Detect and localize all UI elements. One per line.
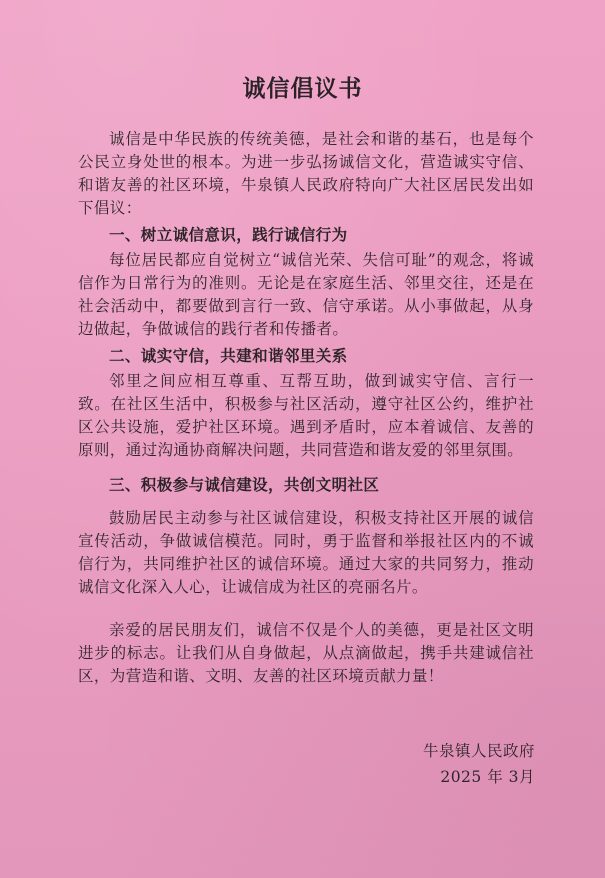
section-spacer [78, 462, 534, 470]
section-1-heading: 一、树立诚信意识，践行诚信行为 [109, 226, 348, 244]
document-title: 诚信倡议书 [242, 76, 363, 102]
issuer-name: 牛泉镇人民政府 [422, 742, 535, 760]
document-body [78, 128, 534, 688]
section-spacer [78, 499, 534, 507]
section-2-heading: 二、诚实守信，共建和谐邻里关系 [109, 347, 348, 365]
issue-date: 2025 年 3月 [440, 768, 535, 786]
section-1-text: 每位居民都应自觉树立“诚信光荣、失信可耻”的观念，将诚信作为日常行为的准则。无论是在家庭生活、邻里交往，还是在社会活动中，都要做到言行一致、信守承诺。从小事做起，从身边做起，争做诚信的践行者和传播者。 [78, 251, 534, 338]
section-2-text: 邻里之间应相互尊重、互帮互助，做到诚实守信、言行一致。在社区生活中，积极参与社区活动，遵守社区公约，维护社区公共设施，爱护社区环境。遇到矛盾时，应本着诚信、友善的原则，通过沟通协商解决问题，共同营造和谐友爱的邻里氛围。 [78, 372, 534, 459]
section-3-heading: 三、积极参与诚信建设，共创文明社区 [109, 476, 380, 494]
section-3-text: 鼓励居民主动参与社区诚信建设，积极支持社区开展的诚信宣传活动，争做诚信模范。同时，勇于监督和举报社区内的不诚信行为，共同维护社区的诚信环境。通过大家的共同努力，推动诚信文化深入人心，让诚信成为社区的亮丽名片。 [78, 509, 534, 596]
signature-block [423, 738, 535, 790]
intro-paragraph: 诚信是中华民族的传统美德，是社会和谐的基石，也是每个公民立身处世的根本。为进一步弘扬诚信文化，营造诚实守信、和谐友善的社区环境，牛泉镇人民政府特向广大社区居民发出如下倡议： [78, 130, 534, 217]
closing-paragraph: 亲爱的居民朋友们，诚信不仅是个人的美德，更是社区文明进步的标志。让我们从自身做起，从点滴做起，携手共建诚信社区，为营造和谐、文明、友善的社区环境贡献力量！ [78, 621, 534, 685]
closing-spacer [78, 599, 534, 619]
